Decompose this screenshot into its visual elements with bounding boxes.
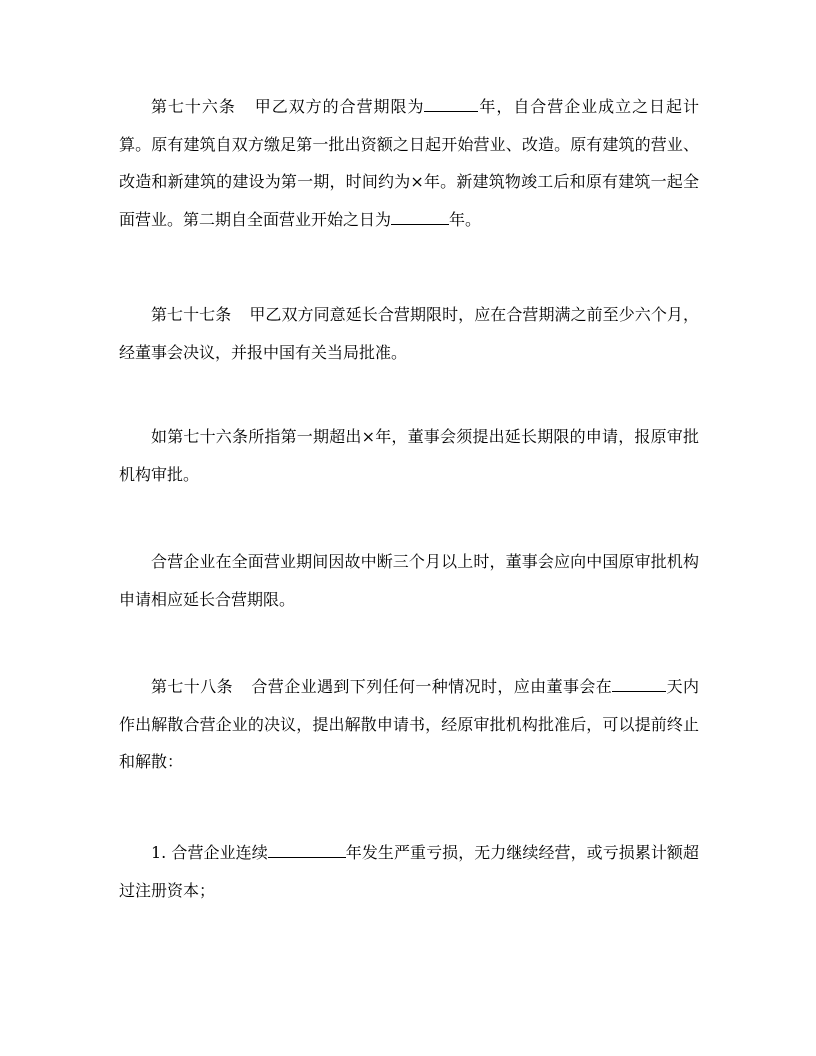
- article-text: 甲乙双方同意延长合营期限时，应在合营期满之前至少六个月，经董事会决议，并报中国有关当局批准。: [119, 305, 699, 362]
- article-number: 第七十六条: [151, 97, 236, 116]
- paragraph-extension: [119, 418, 699, 493]
- list-item-text: 1. 合营企业连续: [151, 843, 268, 862]
- article-text: 年。: [449, 209, 482, 229]
- blank-line: [424, 97, 478, 112]
- article-text: 甲乙双方的合营期限为: [253, 97, 425, 116]
- paragraph-interruption: [119, 543, 699, 618]
- article-text: 年，自合营企业成立之日起计算。原有建筑自双方缴足第一批出资额之日起开始营业、改造。原有建筑的营业、改造和新建筑的建设为第一期，时间约为×年。新建筑物竣工后和原有建筑一起全面营业。第二期自全面营业开始之日为: [119, 97, 699, 229]
- blank-line: [268, 843, 346, 858]
- article-text: 合营企业遇到下列任何一种情况时，应由董事会在: [251, 677, 613, 696]
- blank-line: [391, 210, 449, 225]
- article-77: [119, 296, 699, 371]
- article-number: 第七十八条: [151, 677, 233, 696]
- paragraph-text: 如第七十六条所指第一期超出×年，董事会须提出延长期限的申请，报原审批机构审批。: [119, 427, 699, 484]
- article-text: 天内作出解散合营企业的决议，提出解散申请书，经原审批机构批准后，可以提前终止和解散：: [119, 677, 699, 771]
- list-item-text: 年发生严重亏损，无力继续经营，或亏损累计额超过注册资本；: [119, 843, 699, 900]
- blank-line: [612, 677, 666, 692]
- paragraph-text: 合营企业在全面营业期间因故中断三个月以上时，董事会应向中国原审批机构申请相应延长合营期限。: [119, 552, 699, 609]
- article-number: 第七十七条: [151, 305, 232, 324]
- article-76: [119, 88, 699, 238]
- list-item-1: [119, 834, 699, 909]
- article-78: [119, 668, 699, 781]
